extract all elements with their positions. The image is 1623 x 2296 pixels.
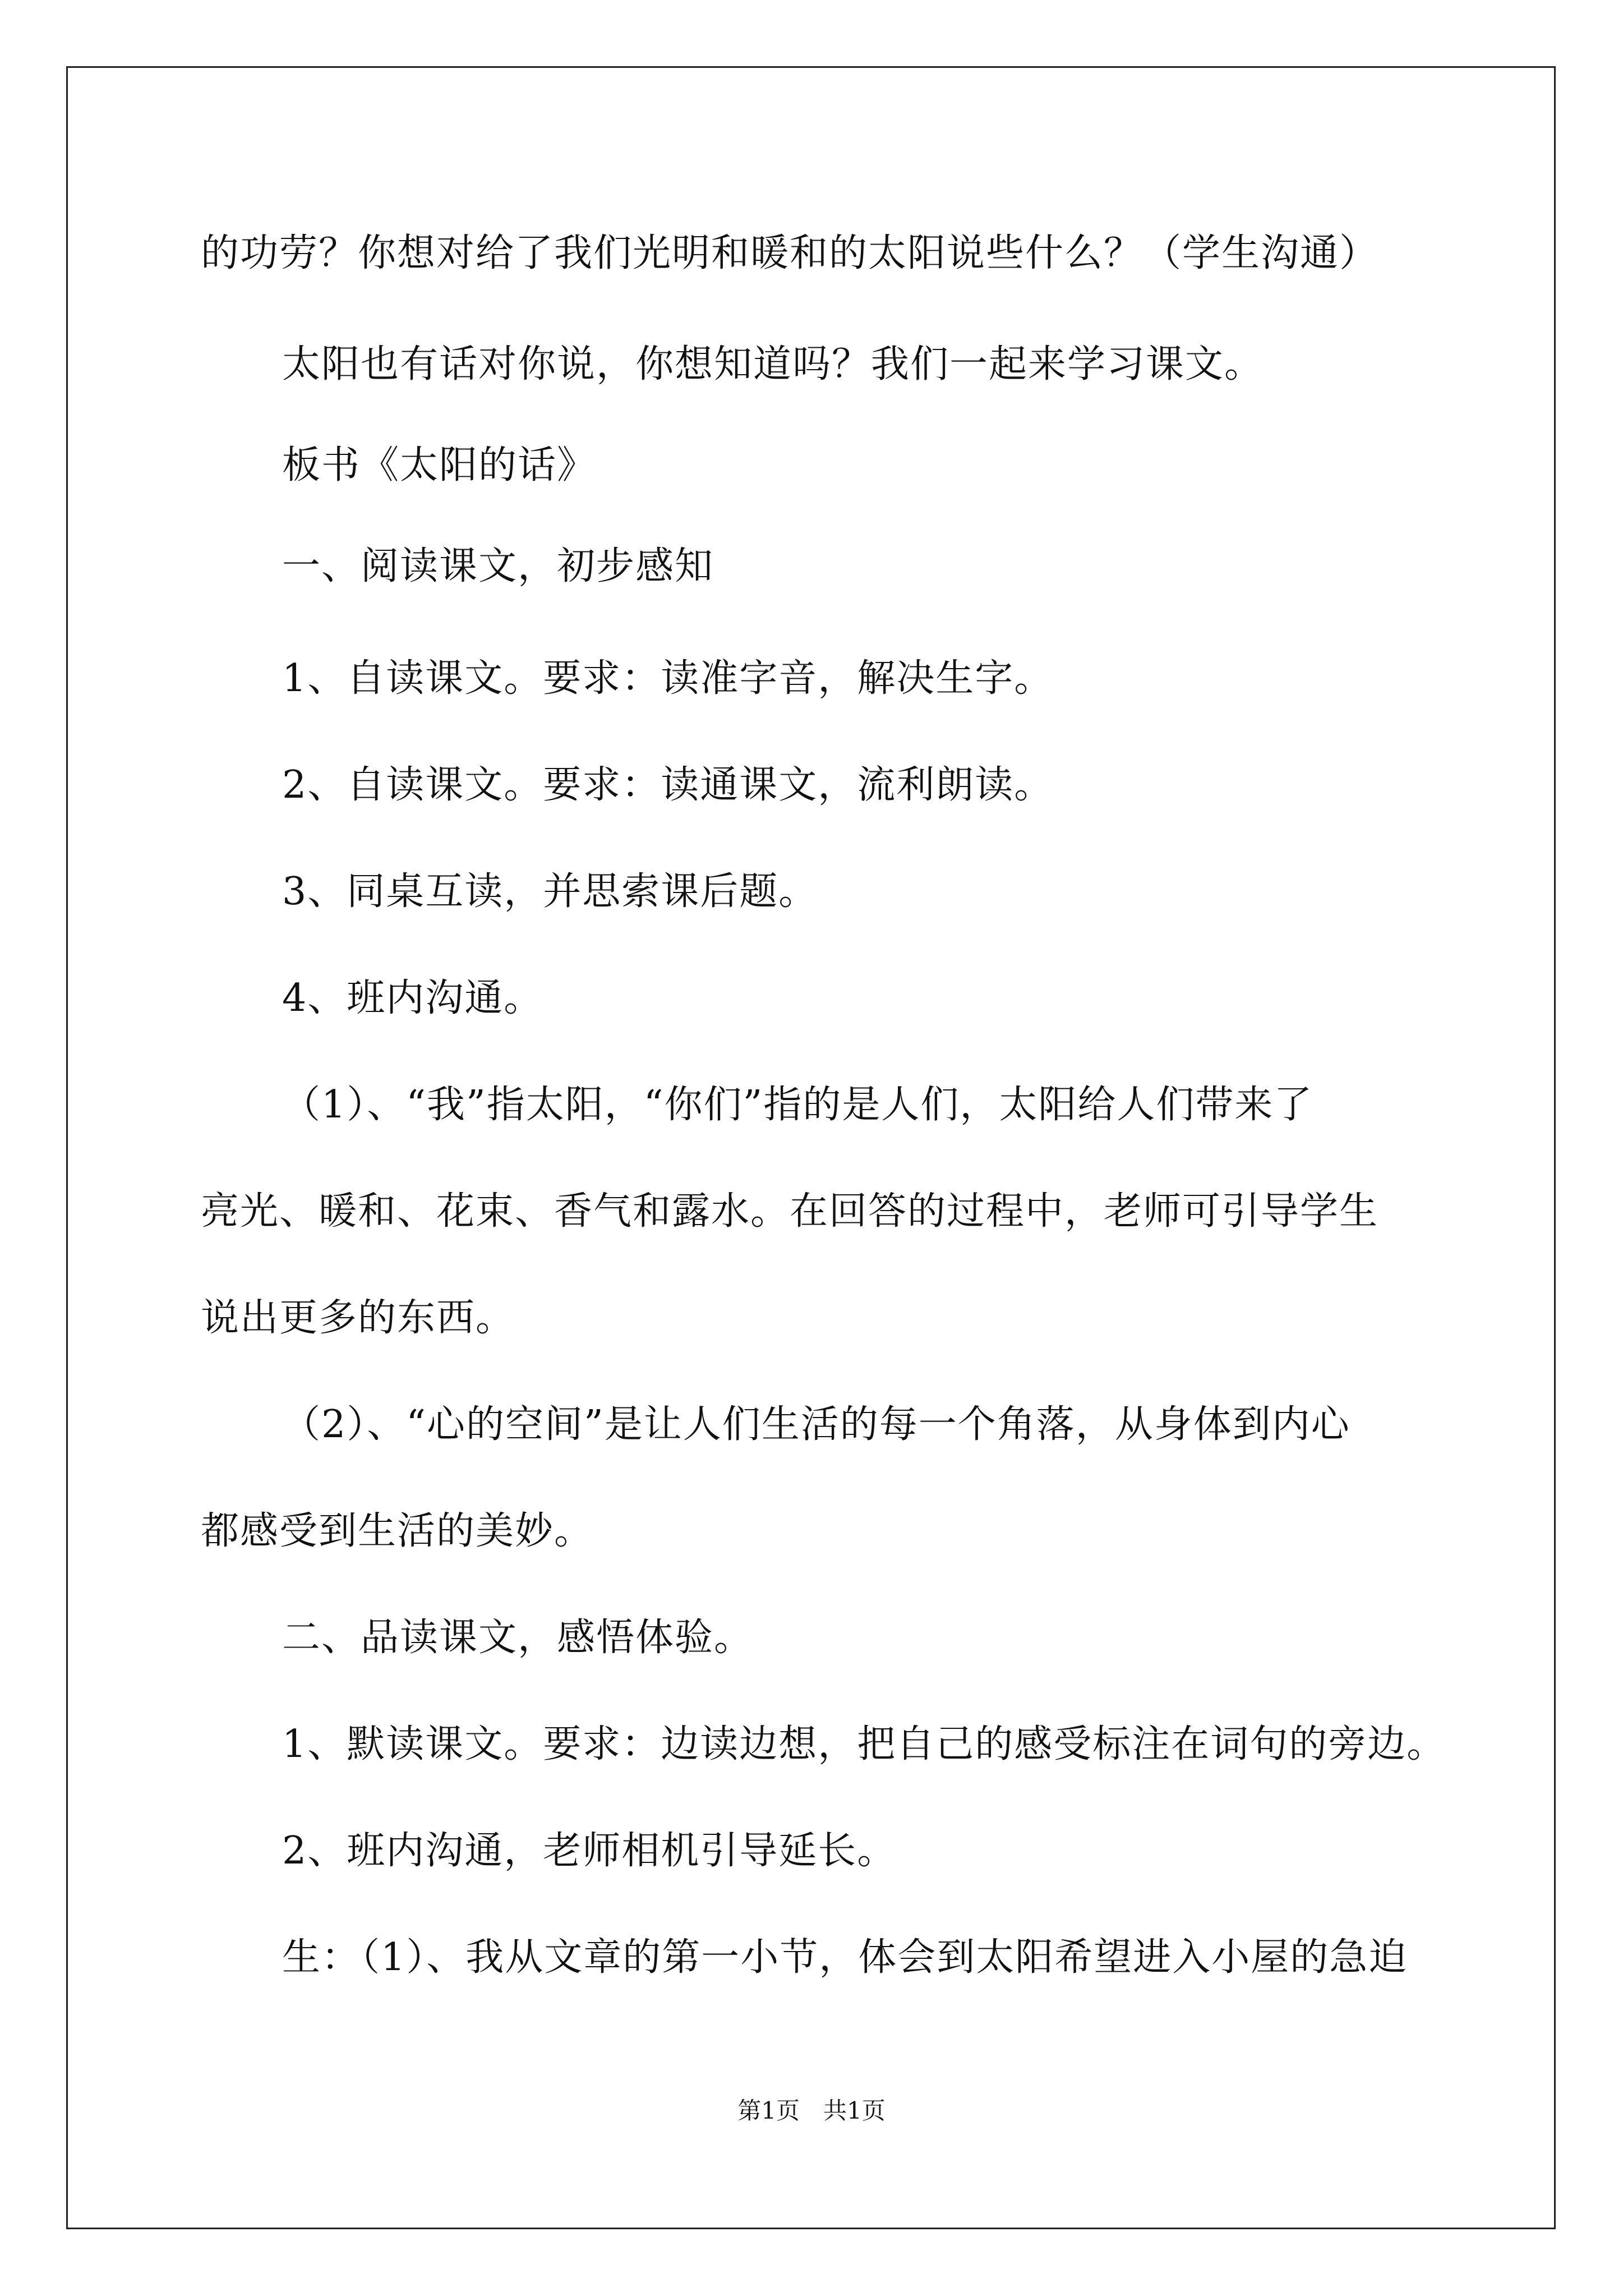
text-line: 说出更多的东西。 [201, 1296, 515, 1340]
text-line: 2、班内沟通，老师相机引导延长。 [282, 1829, 897, 1873]
page-border [66, 66, 1556, 2229]
text-line: （2）、“心的空间”是让人们生活的每一个角落，从身体到内心 [282, 1402, 1350, 1447]
text-line: 都感受到生活的美妙。 [201, 1509, 594, 1553]
section-heading: 一、阅读课文，初步感知 [282, 544, 714, 588]
text-line: 2、自读课文。要求：读通课文，流利朗读。 [282, 763, 1054, 807]
page-footer: 第1页 共1页 [737, 2097, 886, 2124]
section-heading: 二、品读课文，感悟体验。 [282, 1616, 754, 1660]
text-line: 生：（1）、我从文章的第一小节，体会到太阳希望进入小屋的急迫 [282, 1935, 1408, 1980]
text-line: 1、默读课文。要求：边读边想，把自己的感受标注在词句的旁边。 [282, 1722, 1446, 1766]
text-line: 太阳也有话对你说，你想知道吗？我们一起来学习课文。 [282, 342, 1264, 386]
text-line: 的功劳？你想对给了我们光明和暖和的太阳说些什么？（学生沟通） [201, 231, 1379, 275]
text-line: 亮光、暖和、花束、香气和露水。在回答的过程中，老师可引导学生 [201, 1189, 1379, 1234]
text-line: （1）、“我”指太阳，“你们”指的是人们，太阳给人们带来了 [282, 1083, 1313, 1127]
text-line: 4、班内沟通。 [282, 976, 543, 1020]
text-line: 1、自读课文。要求：读准字音，解决生字。 [282, 656, 1054, 701]
text-line: 3、同桌互读，并思索课后题。 [282, 869, 818, 914]
text-line: 板书《太阳的话》 [282, 443, 597, 487]
